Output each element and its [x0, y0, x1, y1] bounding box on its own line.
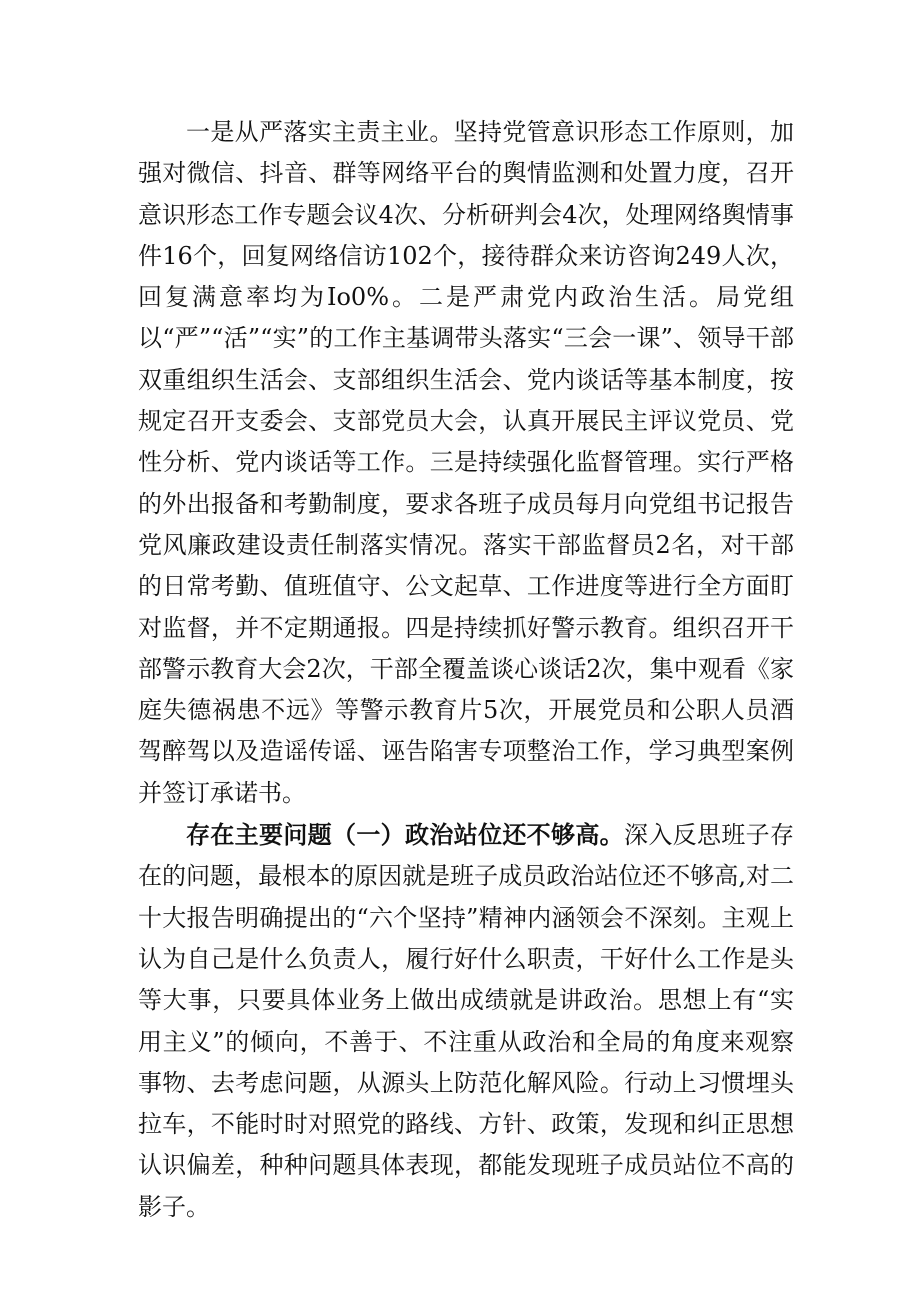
paragraph-main-problems [138, 814, 794, 1228]
paragraph-accountability-measures [138, 112, 794, 814]
paragraph-text: 深入反思班子存在的问题，最根本的原因就是班子成员政治站位还不够高,对二十大报告明确提出的“六个坚持”精神内涵领会不深刻。主观上认为自己是什么负责人，履行好什么职责，干好什么工作是头等大事，只要具体业务上做出成绩就是讲政治。思想上有“实用主义”的倾向，不善于、不注重从政治和全局的角度来观察事物、去考虑问题，从源头上防范化解风险。行动上习惯埋头拉车，不能时时对照党的路线、方针、政策，发现和纠正思想认识偏差，种种问题具体表现，都能发现班子成员站位不高的影子。 [138, 821, 794, 1221]
paragraph-text: 一是从严落实主责主业。坚持党管意识形态工作原则，加强对微信、抖音、群等网络平台的舆情监测和处置力度，召开意识形态工作专题会议4次、分析研判会4次，处理网络舆情事件16个，回复网络信访102个，接待群众来访咨询249人次，回复满意率均为Io0%。二是严肃党内政治生活。局党组以“严”“活”“实”的工作主基调带头落实“三会一课”、领导干部双重组织生活会、支部组织生活会、党内谈话等基本制度，按规定召开支委会、支部党员大会，认真开展民主评议党员、党性分析、党内谈话等工作。三是持续强化监督管理。实行严格的外出报备和考勤制度，要求各班子成员每月向党组书记报告党风廉政建设责任制落实情况。落实干部监督员2名，对干部的日常考勤、值班值守、公文起草、工作进度等进行全方面盯对监督，并不定期通报。四是持续抓好警示教育。组织召开干部警示教育大会2次，干部全覆盖谈心谈话2次，集中观看《家庭失德祸患不远》等警示教育片5次，开展党员和公职人员酒驾醉驾以及造谣传谣、诬告陷害专项整治工作，学习典型案例并签订承诺书。 [138, 118, 794, 807]
document-body [138, 112, 794, 1228]
section-heading: 存在主要问题（一）政治站位还不够高。 [186, 820, 624, 850]
